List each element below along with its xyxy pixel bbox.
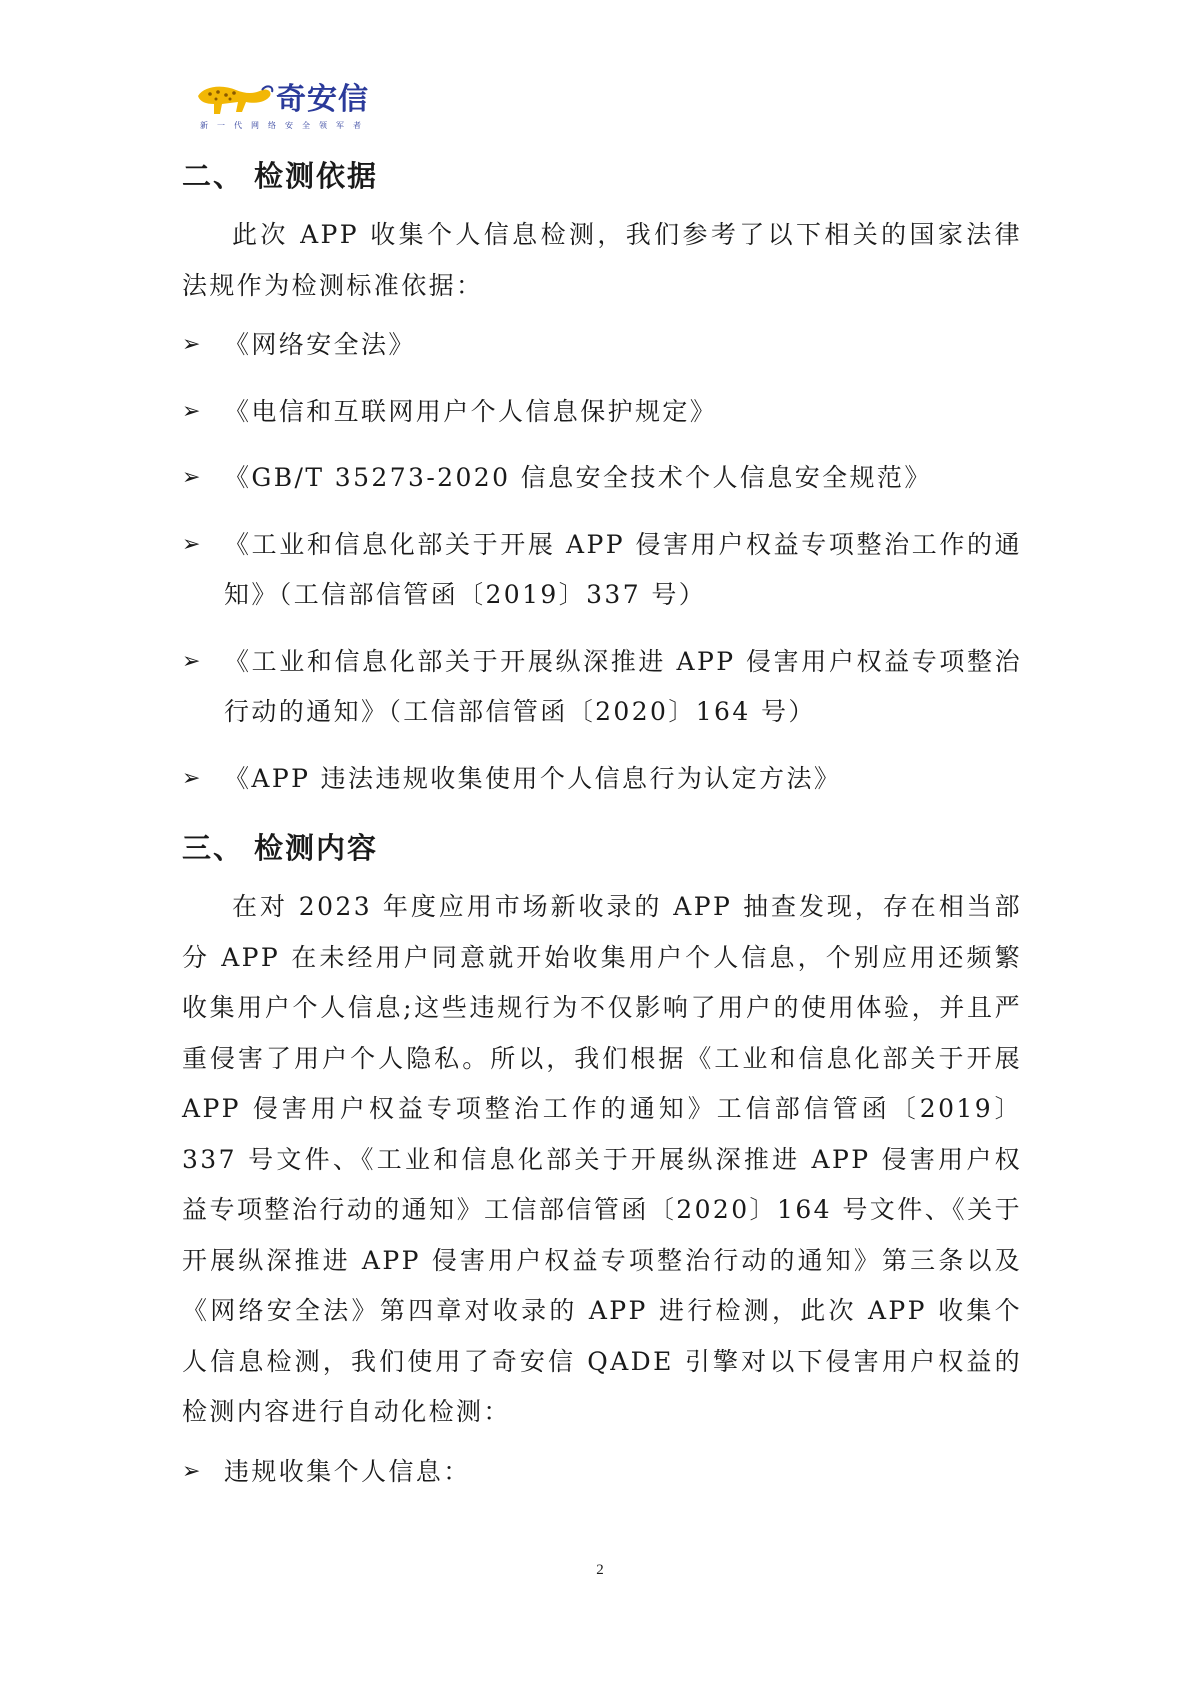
arrow-bullet-icon: ➢ (182, 531, 203, 557)
logo-slogan: 新一代网络安全领军者 (200, 121, 370, 130)
list-item: ➢ 《GB/T 35273-2020 信息安全技术个人信息安全规范》 (182, 453, 1022, 504)
section-2-title: 检测依据 (254, 159, 379, 193)
section-2-heading (182, 152, 1022, 200)
regulation-list (182, 320, 1022, 804)
company-logo (196, 80, 396, 138)
section-3-body: 在对 2023 年度应用市场新收录的 APP 抽查发现，存在相当部分 APP 在未经用户同意就开始收集用户个人信息，个别应用还频繁收集用户个人信息;这些违规行为不仅影响了用户的使用体验，并且严重侵害了用户个人隐私。所以，我们根据《工业和信息化部关于开展 APP 侵害用户权益专项整治工作的通知》工信部信管函〔2019〕337 号文件、《工业和信息化部关于开展纵深推进 APP 侵害用户权益专项整治行动的通知》工信部信管函〔2020〕164 号文件、《关于开展纵深推进 APP 侵害用户权益专项整治行动的通知》第三条以及《网络安全法》第四章对收录的 APP 进行检测，此次 APP 收集个人信息检测，我们使用了奇安信 QADE 引擎对以下侵害用户权益的检测内容进行自动化检测： (182, 892, 1022, 1426)
arrow-bullet-icon: ➢ (182, 332, 203, 357)
section-3-heading (182, 824, 1022, 872)
detection-item-list (182, 1447, 1022, 1498)
section-2-intro: 此次 APP 收集个人信息检测，我们参考了以下相关的国家法律法规作为检测标准依据： (182, 220, 1022, 300)
leopard-logo-icon (196, 82, 274, 116)
section-3-number: 三、 (182, 831, 245, 865)
page-number: 2 (596, 1562, 604, 1578)
arrow-bullet-icon: ➢ (182, 1458, 203, 1484)
list-item: ➢ 《工业和信息化部关于开展 APP 侵害用户权益专项整治工作的通知》（工信部信管函〔2019〕337 号） (182, 520, 1022, 621)
arrow-bullet-icon: ➢ (182, 765, 203, 791)
arrow-bullet-icon: ➢ (182, 465, 203, 490)
list-item: ➢ 《工业和信息化部关于开展纵深推进 APP 侵害用户权益专项整治行动的通知》（工信部信管函〔2020〕164 号） (182, 637, 1022, 738)
list-item: ➢ 《电信和互联网用户个人信息保护规定》 (182, 387, 1022, 438)
section-2-number: 二、 (182, 159, 245, 193)
list-item: ➢ 《网络安全法》 (182, 320, 1022, 371)
section-3-title: 检测内容 (254, 831, 379, 865)
arrow-bullet-icon: ➢ (182, 398, 203, 424)
list-item: ➢ 《APP 违法违规收集使用个人信息行为认定方法》 (182, 754, 1022, 805)
logo-name: 奇安信 (276, 82, 369, 117)
document-content (182, 152, 1022, 1513)
list-item: ➢ 违规收集个人信息： (182, 1447, 1022, 1498)
arrow-bullet-icon: ➢ (182, 648, 203, 674)
